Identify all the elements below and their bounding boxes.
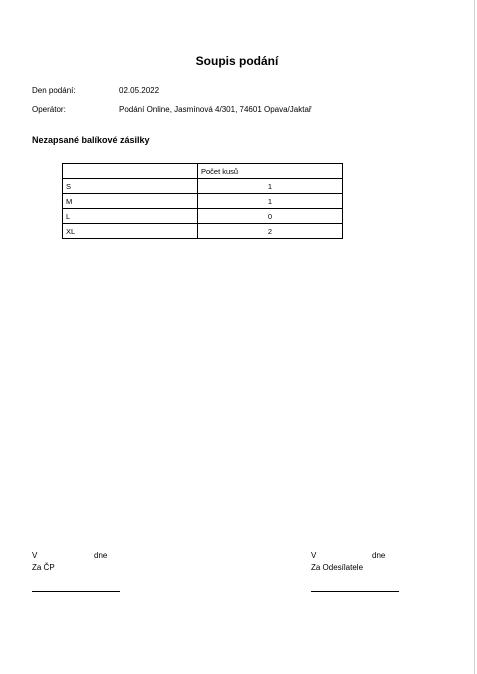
count-cell: 1 — [198, 179, 343, 194]
operator-label: Operátor: — [32, 105, 66, 114]
size-cell: L — [63, 209, 198, 224]
table-header-row — [63, 164, 343, 179]
table-row — [63, 194, 343, 209]
left-signature-line — [32, 591, 120, 592]
size-column-header — [63, 164, 198, 179]
section-title: Nezapsané balíkové zásilky — [32, 135, 150, 145]
right-signature-line — [311, 591, 399, 592]
document-title: Soupis podání — [195, 54, 279, 68]
left-signature-party: Za ČP — [32, 563, 55, 572]
count-cell: 1 — [198, 194, 343, 209]
left-signature-date-label: dne — [94, 551, 108, 560]
parcel-count-table — [62, 163, 343, 239]
table-row — [63, 224, 343, 239]
size-cell: XL — [63, 224, 198, 239]
count-column-header: Počet kusů — [198, 164, 343, 179]
submission-date-value: 02.05.2022 — [119, 86, 160, 95]
submission-date-label: Den podání: — [32, 86, 76, 95]
table-row — [63, 209, 343, 224]
right-signature-place-label: V — [311, 551, 317, 560]
count-cell: 0 — [198, 209, 343, 224]
right-signature-party: Za Odesílatele — [311, 563, 364, 572]
table-row — [63, 179, 343, 194]
size-cell: M — [63, 194, 198, 209]
right-signature-date-label: dne — [372, 551, 386, 560]
count-cell: 2 — [198, 224, 343, 239]
left-signature-place-label: V — [32, 551, 38, 560]
size-cell: S — [63, 179, 198, 194]
operator-value: Podání Online, Jasmínová 4/301, 74601 Opava/Jaktař — [119, 105, 312, 114]
